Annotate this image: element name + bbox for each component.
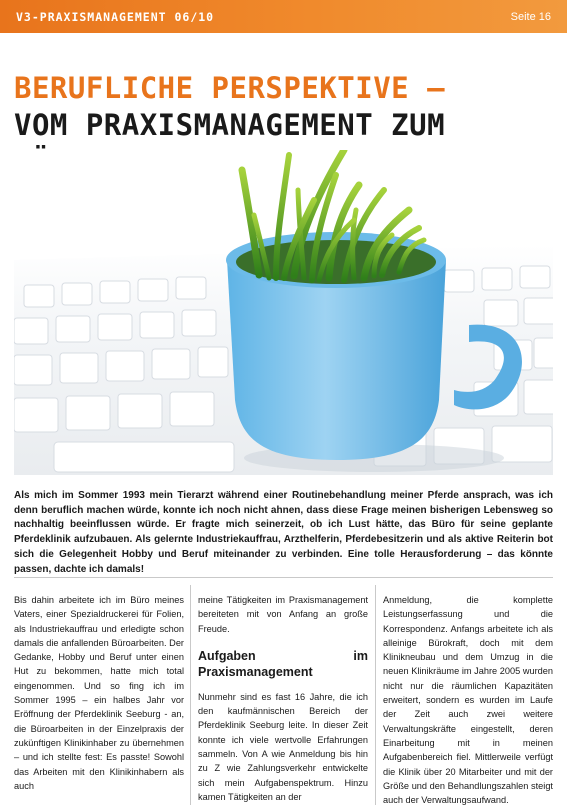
grass-in-cup-icon (14, 150, 553, 475)
article-photo (14, 150, 553, 475)
column-rule-1 (190, 585, 191, 805)
headline-line-2: VOM PRAXISMANAGEMENT ZUM (14, 108, 446, 142)
column-2-intro: meine Tätigkeiten im Praxismanagement bereiteten mit von Anfang an große Freude. (198, 595, 368, 634)
text-column-1 (14, 593, 184, 793)
article-lead: Als mich im Sommer 1993 mein Tierarzt während einer Routinebehandlung meiner Pferde ansprach, was ich denn beruflich machen würde, konnte ich noch nicht ahnen, dass diese Frage meinen bisherigen Lebensweg so nachhaltig beeinflussen würde. Er fragte mich seinerzeit, ob ich Lust hätte, das Büro für seine geplante Pferdeklinik aufzubauen. Als gelernte Industriekauffrau, Arzthelferin, Pferdebesitzerin und als aktive Reiterin bot sich die Gelegenheit Hobby und Beruf miteinander zu verbinden. Eine tolle Herausforderung – das könnte passen, dachte ich damals! (14, 490, 553, 575)
text-column-2 (198, 593, 368, 804)
column-1-text: Bis dahin arbeitete ich im Büro meines Vaters, einer Spezialdruckerei für Folien, als Industriekauffrau und erledigte schon damals die anfallenden Büroarbeiten. Der Gedanke, Hobby und Beruf unter einen Hut zu bekommen, hatte mich total eingenommen. Und so fing ich im Sommer 1995 – ein halbes Jahr vor Eröffnung der Pferdeklinik Seeburg - an, die Büroarbeiten in der Einzelpraxis der zukünftigen Klinikinhaber zu übernehmen – und ich stellte fest: Es passte! Sowohl das Arbeiten mit den Klinikinhabern als auch (14, 595, 184, 791)
column-rule-2 (375, 585, 376, 805)
headline-line-1: BERUFLICHE PERSPEKTIVE – (14, 71, 446, 105)
column-3-text: Anmeldung, die komplette Leistungserfassung und die Korrespondenz. Anfangs arbeitete ich als alleinige Bürokraft, doch mit dem Klinikneubau und dem Umzug in die neuen Klinikräume im Jahre 2005 wurden nicht nur die räumlichen Kapazitäten erweitert, sondern es wurden im Laufe der Zeit auch zwei weitere Verwaltungskräfte eingestellt, deren Einarbeitung mit in meinen Aufgabenbereich fiel. Mittlerweile verfügt die Klinik über 20 Mitarbeiter und mit der Größe und den Behandlungszahlen steigt auch der Verwaltungsaufwand. (383, 595, 553, 805)
magazine-issue: V3-PRAXISMANAGEMENT 06/10 (16, 9, 215, 24)
section-subheading: Aufgaben im Praxismanagement (198, 648, 368, 679)
section-divider (14, 577, 553, 578)
page-number: Seite 16 (510, 10, 551, 23)
header-bar (0, 0, 567, 33)
column-2-body: Nunmehr sind es fast 16 Jahre, die ich den kaufmännischen Bereich der Pferdeklinik Seeburg leite. In dieser Zeit konnte ich viele wertvolle Erfahrungen sammeln. Von A wie Anmeldung bis hin zu Z wie Zahlungsverkehr entwickelte sich mein Aufgabenspektrum. Hinzu kamen Tätigkeiten an der (198, 691, 368, 802)
text-column-3 (383, 593, 553, 805)
